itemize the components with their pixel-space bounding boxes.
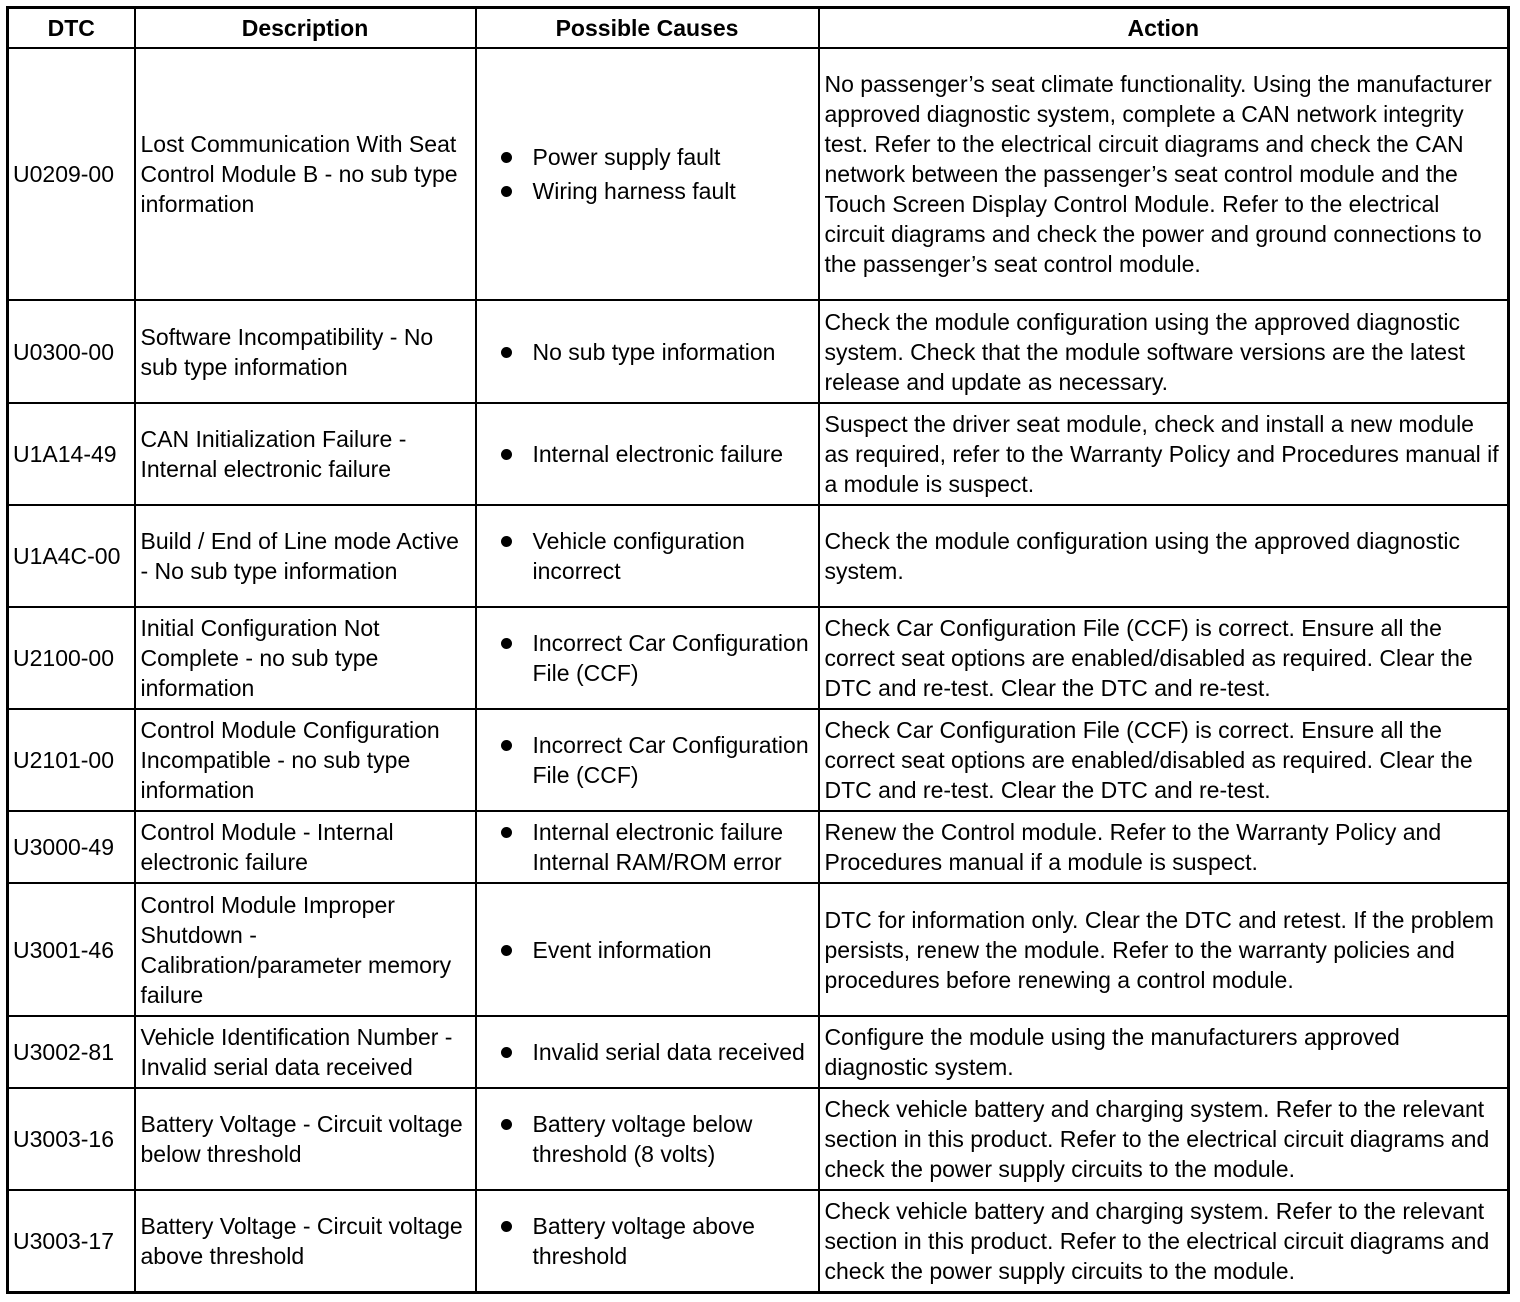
dtc-code: U3001-46: [8, 883, 135, 1016]
table-row: [8, 505, 1509, 607]
cause-item: No sub type information: [501, 337, 818, 367]
dtc-code: U1A4C-00: [8, 505, 135, 607]
table-row: [8, 48, 1509, 300]
table-row: [8, 883, 1509, 1016]
dtc-description: Initial Configuration Not Complete - no sub type information: [135, 607, 476, 709]
possible-causes: [476, 883, 819, 1016]
dtc-description: Software Incompatibility - No sub type information: [135, 300, 476, 403]
dtc-action: Renew the Control module. Refer to the Warranty Policy and Procedures manual if a module is suspect.: [819, 811, 1509, 883]
header-action: Action: [819, 8, 1509, 49]
dtc-action: Check Car Configuration File (CCF) is correct. Ensure all the correct seat options are enabled/disabled as required. Clear the DTC and re-test. Clear the DTC and re-test.: [819, 709, 1509, 811]
dtc-action: Check Car Configuration File (CCF) is correct. Ensure all the correct seat options are enabled/disabled as required. Clear the DTC and re-test. Clear the DTC and re-test.: [819, 607, 1509, 709]
dtc-action: Check vehicle battery and charging system. Refer to the relevant section in this product. Refer to the electrical circuit diagrams and check the power supply circuits to the module.: [819, 1088, 1509, 1190]
table-row: [8, 1016, 1509, 1088]
table-row: [8, 1088, 1509, 1190]
cause-item: Wiring harness fault: [501, 174, 818, 208]
possible-causes: [476, 811, 819, 883]
dtc-description: Vehicle Identification Number - Invalid serial data received: [135, 1016, 476, 1088]
table-header-row: [8, 8, 1509, 49]
cause-item: Power supply fault: [501, 140, 818, 174]
cause-item: Incorrect Car Configuration File (CCF): [501, 628, 818, 688]
dtc-action: Suspect the driver seat module, check and install a new module as required, refer to the Warranty Policy and Procedures manual if a module is suspect.: [819, 403, 1509, 505]
table-row: [8, 300, 1509, 403]
table-row: [8, 607, 1509, 709]
cause-item: Event information: [501, 935, 818, 965]
possible-causes: [476, 607, 819, 709]
cause-item: Vehicle configuration incorrect: [501, 526, 818, 586]
table-row: [8, 811, 1509, 883]
header-possible-causes: Possible Causes: [476, 8, 819, 49]
possible-causes: [476, 709, 819, 811]
dtc-description: CAN Initialization Failure - Internal electronic failure: [135, 403, 476, 505]
cause-item: Internal electronic failure: [501, 439, 818, 469]
cause-item: Battery voltage below threshold (8 volts): [501, 1109, 818, 1169]
table-row: [8, 709, 1509, 811]
dtc-description: Control Module Configuration Incompatible - no sub type information: [135, 709, 476, 811]
table-row: [8, 403, 1509, 505]
cause-item: Internal electronic failure: [501, 817, 818, 847]
dtc-code: U3002-81: [8, 1016, 135, 1088]
cause-item: Invalid serial data received: [501, 1037, 818, 1067]
dtc-action: Check the module configuration using the approved diagnostic system.: [819, 505, 1509, 607]
dtc-code: U0300-00: [8, 300, 135, 403]
possible-causes: [476, 505, 819, 607]
dtc-table: [6, 6, 1510, 1294]
table-row: [8, 1190, 1509, 1292]
dtc-action: DTC for information only. Clear the DTC and retest. If the problem persists, renew the module. Refer to the warranty policies and procedures before renewing a control module.: [819, 883, 1509, 1016]
dtc-action: Check the module configuration using the approved diagnostic system. Check that the module software versions are the latest release and update as necessary.: [819, 300, 1509, 403]
dtc-code: U0209-00: [8, 48, 135, 300]
dtc-code: U3003-16: [8, 1088, 135, 1190]
dtc-code: U2100-00: [8, 607, 135, 709]
dtc-code: U2101-00: [8, 709, 135, 811]
dtc-description: Battery Voltage - Circuit voltage below threshold: [135, 1088, 476, 1190]
dtc-action: Configure the module using the manufacturers approved diagnostic system.: [819, 1016, 1509, 1088]
header-description: Description: [135, 8, 476, 49]
cause-item: Incorrect Car Configuration File (CCF): [501, 730, 818, 790]
possible-causes: [476, 1088, 819, 1190]
cause-item: Battery voltage above threshold: [501, 1211, 818, 1271]
dtc-description: Control Module - Internal electronic failure: [135, 811, 476, 883]
dtc-action: Check vehicle battery and charging system. Refer to the relevant section in this product. Refer to the electrical circuit diagrams and check the power supply circuits to the module.: [819, 1190, 1509, 1292]
cause-item-continuation: Internal RAM/ROM error: [532, 849, 782, 875]
dtc-code: U3000-49: [8, 811, 135, 883]
header-dtc: DTC: [8, 8, 135, 49]
possible-causes: [476, 300, 819, 403]
dtc-action: No passenger’s seat climate functionality. Using the manufacturer approved diagnostic system, complete a CAN network integrity test. Refer to the electrical circuit diagrams and check the CAN network between the passenger’s seat control module and the Touch Screen Display Control Module. Refer to the electrical circuit diagrams and check the power and ground connections to the passenger’s seat control module.: [819, 48, 1509, 300]
possible-causes: [476, 1016, 819, 1088]
dtc-code: U1A14-49: [8, 403, 135, 505]
dtc-description: Battery Voltage - Circuit voltage above threshold: [135, 1190, 476, 1292]
possible-causes: [476, 403, 819, 505]
dtc-description: Lost Communication With Seat Control Module B - no sub type information: [135, 48, 476, 300]
possible-causes: [476, 48, 819, 300]
dtc-description: Control Module Improper Shutdown - Calibration/parameter memory failure: [135, 883, 476, 1016]
dtc-code: U3003-17: [8, 1190, 135, 1292]
possible-causes: [476, 1190, 819, 1292]
dtc-description: Build / End of Line mode Active - No sub type information: [135, 505, 476, 607]
